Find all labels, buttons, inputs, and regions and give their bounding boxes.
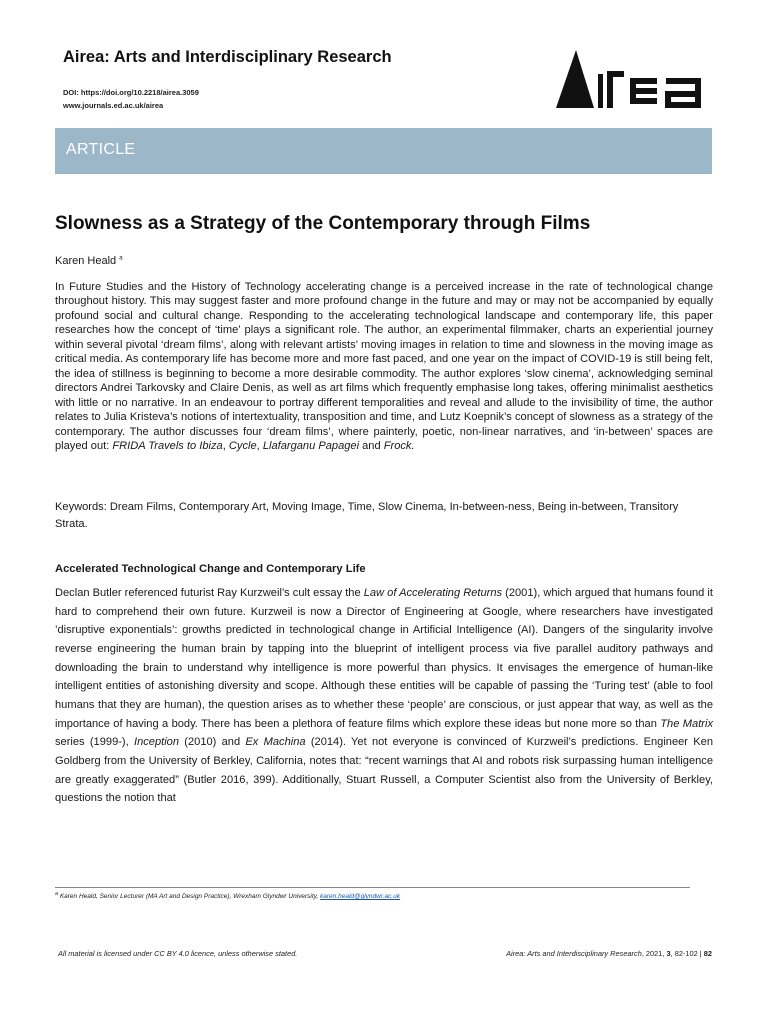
doi-text[interactable]: DOI: https://doi.org/10.2218/airea.3059 bbox=[63, 88, 199, 97]
page-info bbox=[506, 949, 712, 958]
journal-website[interactable]: www.journals.ed.ac.uk/airea bbox=[63, 101, 164, 110]
film-title: Llafarganu Papagei bbox=[262, 439, 360, 452]
page-number: 82 bbox=[703, 949, 712, 958]
separator: , bbox=[256, 439, 263, 452]
body-text-run: Declan Butler referenced futurist Ray Kurzweil’s cult essay the bbox=[55, 587, 364, 599]
footer-pages: , 82-102 | bbox=[670, 949, 704, 958]
film-title: Frock. bbox=[383, 439, 415, 452]
logo-letter-e-bar bbox=[636, 88, 657, 94]
film-title: The Matrix bbox=[660, 717, 713, 730]
keywords: Keywords: Dream Films, Contemporary Art, Moving Image, Time, Slow Cinema, In-between-ness, Being in-between, Transitory Strata. bbox=[55, 501, 679, 530]
body-text-run: (2010) and bbox=[179, 736, 246, 749]
logo-letter-i bbox=[598, 74, 603, 108]
author-line bbox=[55, 255, 123, 267]
logo-letter-r bbox=[610, 74, 624, 108]
abstract bbox=[55, 280, 713, 453]
footnote-divider bbox=[55, 887, 690, 888]
body-paragraph bbox=[55, 584, 713, 808]
article-title: Slowness as a Strategy of the Contemporary through Films bbox=[55, 213, 591, 234]
author-footnote-mark: a bbox=[119, 255, 123, 262]
footer-volume: 3 bbox=[666, 949, 671, 958]
film-title: FRIDA Travels to Ibiza bbox=[112, 439, 223, 452]
airea-logo bbox=[556, 50, 704, 112]
journal-title: Airea: Arts and Interdisciplinary Research bbox=[63, 48, 392, 66]
article-type-label: ARTICLE bbox=[66, 141, 136, 158]
author-name: Karen Heald bbox=[55, 255, 117, 267]
author-footnote bbox=[55, 891, 400, 900]
author-email-link[interactable]: karen.heald@glyndwr.ac.uk bbox=[320, 893, 401, 901]
footnote-mark: a bbox=[55, 891, 59, 897]
section-heading: Accelerated Technological Change and Contemporary Life bbox=[55, 563, 366, 575]
body-text-run: series (1999-), bbox=[55, 736, 134, 749]
footnote-text: Karen Heald, Senior Lecturer (MA Art and Design Practice), Wrexham Glyndwr University, bbox=[58, 893, 321, 901]
separator: , bbox=[222, 439, 229, 452]
footer-journal: Airea: Arts and Interdisciplinary Research bbox=[506, 949, 642, 958]
film-title: Inception bbox=[133, 736, 180, 749]
essay-title: Law of Accelerating Returns bbox=[363, 587, 503, 599]
body-text-run: (2001), which argued that humans found it hard to comprehend their own future. Kurzweil is now a Director of Engineering at Google, where researchers have investigated ’disruptive exponentials’: growths predicted in technological change in Artificial Intelligence (AI). Dangers of the singularity involve reverse engineering the human brain by tapping into the blueprint of intelligent process via five parallel auditory pathways and downloading the brain to understand why intelligence is more powerful than physics. It envisages the emergence of human-like intelligent entities of astonishing diversity and scope. Although these entities will be capable of passing the ‘Turing test’ (able to fool humans that they are human), the question arises as to whether these ‘people’ are conscious, or just appear that way, as well as the importance of having a body. There has been a plethora of feature films which explore these ideas but none more so than bbox=[55, 587, 713, 730]
body-text-run: (2014). Yet not everyone is convinced of Kurzweil’s predictions. Engineer Ken Goldberg from the University of Berkley, California, notes that: “recent warnings that AI and robots risk surpassing human intelligence are greatly exaggerated” (Butler 2016, 399). Additionally, Stuart Russell, a Computer Scientist also from the University of Berkley, questions the notion that bbox=[55, 736, 713, 805]
separator: and bbox=[359, 439, 384, 452]
license-notice: All material is licensed under CC BY 4.0 licence, unless otherwise stated. bbox=[58, 949, 298, 958]
logo-letter-a bbox=[666, 81, 698, 108]
logo-triangle-a bbox=[556, 50, 594, 108]
abstract-text: In Future Studies and the History of Technology accelerating change is a perceived increase in the rate of technological change throughout history. This may suggest faster and more profound change in the future and may or may not be accompanied by equally profound social and cultural change. Responding to the accelerating technological landscape and contemporary life, this paper researches how the concept of ‘time’ plays a significant role. The author, an experimental filmmaker, charts an experiential journey within several pivotal ‘dream films’, along with relevant artists’ moving images in relation to time and slowness in the moving image as critical media. As contemporary life has become more and more fast paced, and one year on the impact of COVID-19 is still being felt, the idea of stillness is beginning to become a more desirable commodity. The author explores ‘slow cinema’, acknowledging seminal directors Andrei Tarkovsky and Claire Denis, as well as art films which frequently emphasise long takes, offering minimalist aesthetics with little or no narrative. In an endeavour to portray different temporalities and reveal and allude to the invisibility of time, the author relates to Julia Kristeva’s notions of intertextuality, transposition and time, and Lutz Koepnik’s concept of slowness as a strategy of the contemporary. The author discusses four ‘dream films’, where painterly, poetic, non-linear narratives, and ‘in-between’ spaces are played out: bbox=[55, 281, 713, 452]
film-title: Cycle bbox=[228, 439, 257, 452]
footer-year: , 2021, bbox=[641, 949, 667, 958]
film-title: Ex Machina bbox=[245, 736, 306, 749]
article-type-banner bbox=[55, 128, 712, 174]
